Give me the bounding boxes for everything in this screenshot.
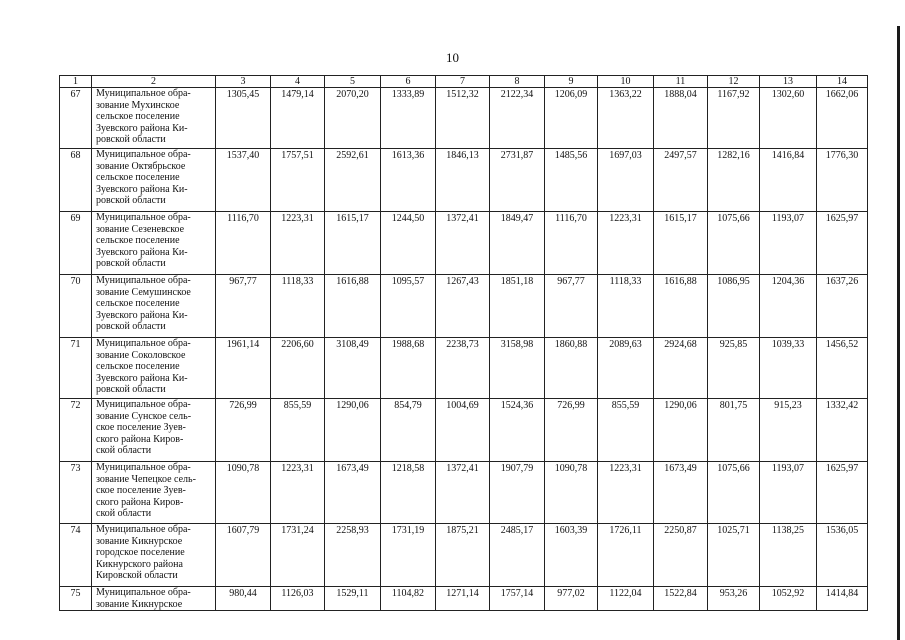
value-cell: 1039,33 [760, 338, 817, 399]
value-cell: 1529,11 [325, 587, 381, 611]
value-cell: 1193,07 [760, 462, 817, 524]
value-cell: 1616,88 [325, 275, 381, 338]
table-row [60, 399, 868, 462]
value-cell: 2122,34 [490, 88, 545, 149]
value-cell: 1118,33 [598, 275, 654, 338]
table-row [60, 462, 868, 524]
value-cell: 2206,60 [271, 338, 325, 399]
value-cell: 1731,19 [381, 524, 436, 587]
value-cell: 726,99 [216, 399, 271, 462]
scan-edge-line [897, 26, 900, 640]
table-row [60, 524, 868, 587]
value-cell: 2070,20 [325, 88, 381, 149]
municipality-name: Муниципальное обра- зование Чепецкое сель- ское поселение Зуев- ского района Киров- ской области [92, 462, 216, 524]
value-cell: 1414,84 [817, 587, 868, 611]
value-cell: 2731,87 [490, 149, 545, 212]
value-cell: 2258,93 [325, 524, 381, 587]
value-cell: 2250,87 [654, 524, 708, 587]
value-cell: 1025,71 [708, 524, 760, 587]
value-cell: 2089,63 [598, 338, 654, 399]
value-cell: 1075,66 [708, 462, 760, 524]
row-number: 68 [60, 149, 92, 212]
value-cell: 1673,49 [654, 462, 708, 524]
value-cell: 1613,36 [381, 149, 436, 212]
value-cell: 915,23 [760, 399, 817, 462]
table-row [60, 338, 868, 399]
value-cell: 1416,84 [760, 149, 817, 212]
table-row [60, 587, 868, 611]
value-cell: 1118,33 [271, 275, 325, 338]
column-header: 10 [598, 76, 654, 88]
value-cell: 980,44 [216, 587, 271, 611]
value-cell: 1757,14 [490, 587, 545, 611]
value-cell: 1052,92 [760, 587, 817, 611]
value-cell: 1849,47 [490, 212, 545, 275]
value-cell: 1988,68 [381, 338, 436, 399]
table-row [60, 212, 868, 275]
value-cell: 854,79 [381, 399, 436, 462]
column-header: 6 [381, 76, 436, 88]
value-cell: 1615,17 [325, 212, 381, 275]
value-cell: 1104,82 [381, 587, 436, 611]
value-cell: 1333,89 [381, 88, 436, 149]
value-cell: 1961,14 [216, 338, 271, 399]
value-cell: 1372,41 [436, 462, 490, 524]
value-cell: 1116,70 [216, 212, 271, 275]
value-cell: 1537,40 [216, 149, 271, 212]
value-cell: 1290,06 [654, 399, 708, 462]
value-cell: 1204,36 [760, 275, 817, 338]
value-cell: 1479,14 [271, 88, 325, 149]
value-cell: 1673,49 [325, 462, 381, 524]
value-cell: 3108,49 [325, 338, 381, 399]
value-cell: 855,59 [598, 399, 654, 462]
row-number: 75 [60, 587, 92, 611]
row-number: 70 [60, 275, 92, 338]
column-header: 9 [545, 76, 598, 88]
municipality-name: Муниципальное обра- зование Сезеневское сельское поселение Зуевского района Ки- ровской области [92, 212, 216, 275]
value-cell: 1302,60 [760, 88, 817, 149]
value-cell: 1332,42 [817, 399, 868, 462]
table-row [60, 275, 868, 338]
value-cell: 1126,03 [271, 587, 325, 611]
table-row [60, 149, 868, 212]
value-cell: 1116,70 [545, 212, 598, 275]
value-cell: 1888,04 [654, 88, 708, 149]
value-cell: 977,02 [545, 587, 598, 611]
value-cell: 1290,06 [325, 399, 381, 462]
value-cell: 1244,50 [381, 212, 436, 275]
value-cell: 1223,31 [271, 462, 325, 524]
value-cell: 1616,88 [654, 275, 708, 338]
column-header: 12 [708, 76, 760, 88]
value-cell: 2497,57 [654, 149, 708, 212]
value-cell: 925,85 [708, 338, 760, 399]
value-cell: 2592,61 [325, 149, 381, 212]
municipality-name: Муниципальное обра- зование Октябрьское сельское поселение Зуевского района Ки- ровской области [92, 149, 216, 212]
value-cell: 2924,68 [654, 338, 708, 399]
value-cell: 1138,25 [760, 524, 817, 587]
page-number: 10 [446, 50, 459, 65]
value-cell: 1282,16 [708, 149, 760, 212]
municipality-name: Муниципальное обра- зование Семушинское сельское поселение Зуевского района Ки- ровской области [92, 275, 216, 338]
value-cell: 1223,31 [598, 462, 654, 524]
value-cell: 1615,17 [654, 212, 708, 275]
value-cell: 1004,69 [436, 399, 490, 462]
value-cell: 1193,07 [760, 212, 817, 275]
value-cell: 1090,78 [545, 462, 598, 524]
value-cell: 1456,52 [817, 338, 868, 399]
value-cell: 1524,36 [490, 399, 545, 462]
row-number: 72 [60, 399, 92, 462]
value-cell: 1625,97 [817, 462, 868, 524]
value-cell: 1122,04 [598, 587, 654, 611]
value-cell: 1223,31 [598, 212, 654, 275]
value-cell: 967,77 [545, 275, 598, 338]
row-number: 71 [60, 338, 92, 399]
value-cell: 1726,11 [598, 524, 654, 587]
value-cell: 1536,05 [817, 524, 868, 587]
column-header: 3 [216, 76, 271, 88]
column-header: 5 [325, 76, 381, 88]
value-cell: 1090,78 [216, 462, 271, 524]
value-cell: 953,26 [708, 587, 760, 611]
value-cell: 1860,88 [545, 338, 598, 399]
column-header: 2 [92, 76, 216, 88]
value-cell: 1697,03 [598, 149, 654, 212]
column-header: 13 [760, 76, 817, 88]
column-header: 7 [436, 76, 490, 88]
value-cell: 1907,79 [490, 462, 545, 524]
value-cell: 1875,21 [436, 524, 490, 587]
value-cell: 1271,14 [436, 587, 490, 611]
header-row [60, 76, 868, 88]
value-cell: 1522,84 [654, 587, 708, 611]
value-cell: 1267,43 [436, 275, 490, 338]
value-cell: 1846,13 [436, 149, 490, 212]
value-cell: 3158,98 [490, 338, 545, 399]
tariff-table [59, 75, 868, 611]
value-cell: 1607,79 [216, 524, 271, 587]
value-cell: 1167,92 [708, 88, 760, 149]
row-number: 69 [60, 212, 92, 275]
value-cell: 1363,22 [598, 88, 654, 149]
value-cell: 1851,18 [490, 275, 545, 338]
value-cell: 967,77 [216, 275, 271, 338]
column-header: 4 [271, 76, 325, 88]
value-cell: 1372,41 [436, 212, 490, 275]
value-cell: 1776,30 [817, 149, 868, 212]
value-cell: 1095,57 [381, 275, 436, 338]
value-cell: 1662,06 [817, 88, 868, 149]
municipality-name: Муниципальное обра- зование Соколовское сельское поселение Зуевского района Ки- ровской области [92, 338, 216, 399]
value-cell: 2238,73 [436, 338, 490, 399]
value-cell: 1512,32 [436, 88, 490, 149]
value-cell: 1731,24 [271, 524, 325, 587]
value-cell: 1305,45 [216, 88, 271, 149]
value-cell: 1603,39 [545, 524, 598, 587]
value-cell: 1637,26 [817, 275, 868, 338]
municipality-name: Муниципальное обра- зование Кикнурское городское поселение Кикнурского района Кировской области [92, 524, 216, 587]
table-row [60, 88, 868, 149]
value-cell: 1625,97 [817, 212, 868, 275]
row-number: 74 [60, 524, 92, 587]
value-cell: 1086,95 [708, 275, 760, 338]
row-number: 67 [60, 88, 92, 149]
value-cell: 2485,17 [490, 524, 545, 587]
municipality-name: Муниципальное обра- зование Мухинское сельское поселение Зуевского района Ки- ровской области [92, 88, 216, 149]
row-number: 73 [60, 462, 92, 524]
value-cell: 1485,56 [545, 149, 598, 212]
column-header: 11 [654, 76, 708, 88]
value-cell: 1757,51 [271, 149, 325, 212]
value-cell: 726,99 [545, 399, 598, 462]
column-header: 8 [490, 76, 545, 88]
municipality-name: Муниципальное обра- зование Сунское сель- ское поселение Зуев- ского района Киров- ской области [92, 399, 216, 462]
value-cell: 1223,31 [271, 212, 325, 275]
column-header: 14 [817, 76, 868, 88]
municipality-name: Муниципальное обра- зование Кикнурское [92, 587, 216, 611]
value-cell: 801,75 [708, 399, 760, 462]
value-cell: 1075,66 [708, 212, 760, 275]
value-cell: 855,59 [271, 399, 325, 462]
column-header: 1 [60, 76, 92, 88]
value-cell: 1206,09 [545, 88, 598, 149]
value-cell: 1218,58 [381, 462, 436, 524]
